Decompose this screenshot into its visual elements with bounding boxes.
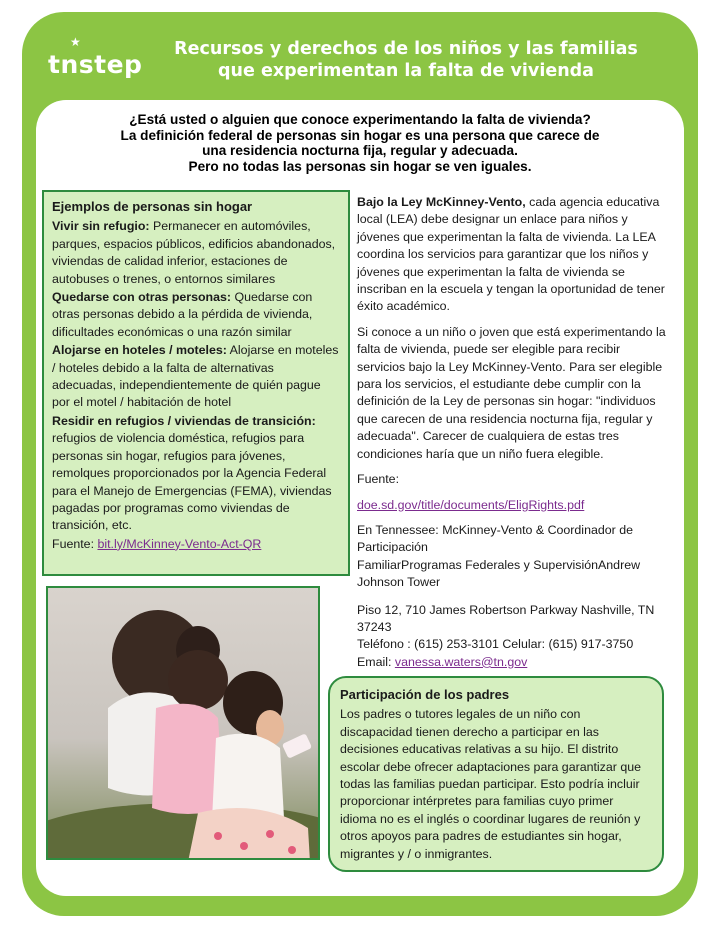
intro-text: [60, 112, 660, 174]
address-block: [357, 602, 667, 672]
law-text: cada agencia educativa local (LEA) debe designar un enlace para niños y jóvenes que experimentan la falta de vivienda. La LEA coordina los servicios para garantizar que los niños y jóvenes que experimentan la falta de vivienda se inscriban en la escuela y tengan la oportunidad de tener éxito académico.: [357, 195, 665, 314]
parents-heading: Participación de los padres: [340, 687, 510, 702]
law-paragraph: [357, 194, 667, 316]
parents-text: Los padres o tutores legales de un niño con discapacidad tienen derecho a participar en las decisiones educativas relativas a su hijo. El distrito escolar debe ofrecer adaptaciones para garantizar que todas las familias puedan participar. Esto podría incluir proporcionar intérpretes para familias cuyo primer idioma no es el inglés o coordinar lugares de reunión y otros apoyos para padres de estudiantes sin hogar, migrantes y / o inmigrantes.: [340, 707, 642, 861]
example-label: Residir en refugios / viviendas de transición:: [52, 413, 316, 428]
example-text: Alojarse en moteles / hoteles debido a la falta de alternativas adecuadas, independientemente de quién pague por el motel / habitación de hotel: [52, 343, 339, 410]
logo-text: tnstep: [48, 50, 143, 79]
intro-line-4: Pero no todas las personas sin hogar se ven iguales.: [188, 158, 532, 174]
law-info-column: [357, 194, 667, 679]
example-item: [52, 342, 340, 412]
intro-line-1: ¿Está usted o alguien que conoce experimentando la falta de vivienda?: [129, 112, 591, 127]
example-item: [52, 413, 340, 535]
email-link[interactable]: vanessa.waters@tn.gov: [394, 654, 528, 669]
intro-line-3: una residencia nocturna fija, regular y adecuada.: [202, 143, 518, 159]
examples-box: [42, 190, 350, 576]
right-source-label: Fuente:: [357, 472, 400, 487]
example-text: Quedarse con otras personas debido a la pérdida de vivienda, dificultades económicas o una razón similar: [52, 290, 313, 339]
example-label: Vivir sin refugio:: [52, 219, 150, 234]
address: Piso 12, 710 James Robertson Parkway Nashville, TN 37243: [357, 602, 655, 634]
example-label: Alojarse en hoteles / moteles:: [52, 343, 227, 358]
page-title: [146, 38, 666, 82]
right-source-link[interactable]: doe.sd.gov/title/documents/EligRights.pdf: [357, 497, 585, 512]
right-source-paragraph: [357, 497, 667, 514]
example-item: [52, 218, 340, 288]
examples-source: [52, 536, 340, 553]
example-text: Permanecer en automóviles, parques, espacios públicos, edificios abandonados, viviendas de calidad inferior, estaciones de autobuses o trenes, o entornos similares: [52, 219, 336, 286]
source-link[interactable]: bit.ly/McKinney-Vento-Act-QR: [97, 536, 262, 551]
children-photo: [46, 586, 320, 860]
title-line-2: que experimentan la falta de vivienda: [218, 61, 594, 81]
examples-heading: Ejemplos de personas sin hogar: [52, 199, 253, 214]
title-line-1: Recursos y derechos de los niños y las familias: [174, 39, 638, 59]
law-name: Bajo la Ley McKinney-Vento,: [357, 195, 526, 209]
star-icon: ★: [70, 35, 81, 49]
example-label: Quedarse con otras personas:: [52, 290, 232, 305]
tnstep-logo: [48, 35, 143, 86]
example-item: [52, 289, 340, 341]
intro-line-2: La definición federal de personas sin hogar es una persona que carece de: [120, 127, 600, 143]
children-photo-illustration: [48, 588, 320, 860]
email-label: Email:: [357, 654, 395, 669]
source-label: Fuente:: [52, 536, 98, 551]
example-text: refugios de violencia doméstica, refugios para personas sin hogar, refugios para jóvenes, remolques proporcionados por la Agencia Federal para el Manejo de Emergencias (FEMA), viviendas pagadas por programas como viviendas de transición, etc.: [52, 431, 332, 533]
contact-line-1: En Tennessee: McKinney-Vento & Coordinador de Participación: [357, 522, 633, 555]
parents-box: [328, 676, 664, 872]
contact-line-2: FamiliarProgramas Federales y SupervisiónAndrew Johnson Tower: [357, 557, 641, 590]
phone: Teléfono : (615) 253-3101 Celular: (615) 917-3750: [357, 637, 634, 652]
contact-block: [357, 522, 667, 592]
eligibility-paragraph: Si conoce a un niño o joven que está experimentando la falta de vivienda, puede ser elegible para recibir servicios bajo la Ley McKinney-Vento. Para ser elegible para los servicios, el estudiante debe cumplir con la definición de la Ley de personas sin hogar: "individuos que carecen de una residencia nocturna fija, regular y adecuada". Carecer de cualquiera de estas tres condiciones haría que un niño fuera elegible.: [357, 324, 666, 461]
